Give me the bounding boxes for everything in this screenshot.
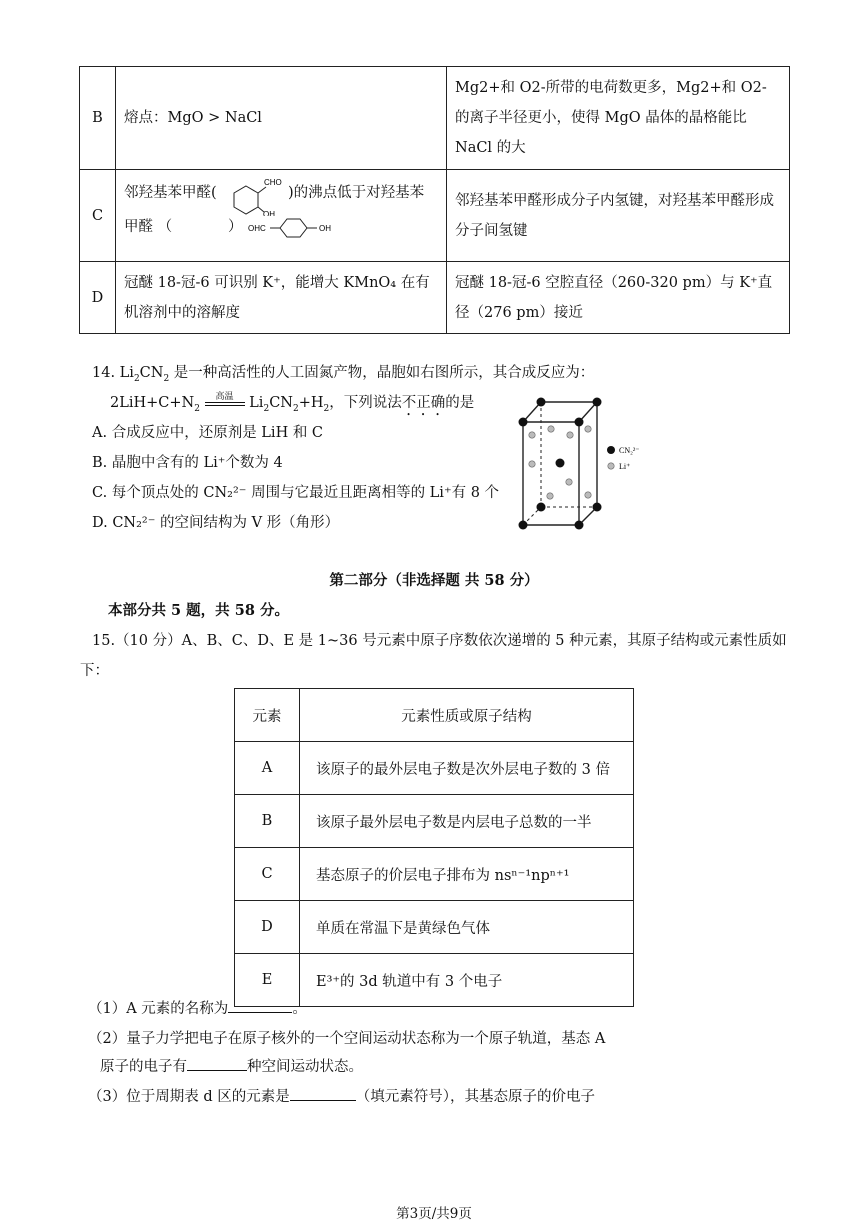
reaction-part: Li (249, 395, 264, 411)
cho-label: CHO (264, 177, 282, 187)
reason-cell (447, 67, 790, 170)
fact-text-a: 邻羟基苯甲醛( (124, 184, 217, 201)
legend-cn2: CN₂²⁻ (619, 446, 640, 455)
row-label: B (80, 67, 116, 170)
q14-stem-b: CN (139, 365, 164, 381)
table-row (80, 262, 790, 334)
legend-li: Li⁺ (619, 462, 631, 471)
column-header: 元素性质或原子结构 (300, 689, 634, 742)
q14-option-a: A. 合成反应中，还原剂是 LiH 和 C (92, 425, 324, 441)
reaction-part: 的是 (445, 395, 475, 411)
comparison-table (79, 66, 790, 334)
table-header-row (235, 689, 634, 742)
q14-reaction: $2LiH+C+N_2$ 高温 $Li_2CN_2+H_2$，下列说法不正确的是 (110, 392, 474, 420)
q15-sub2-end: 种空间运动状态。 (247, 1059, 363, 1075)
q15-sub2-line1: （2）量子力学把电子在原子核外的一个空间运动状态称为一个原子轨道，基态 A (88, 1031, 606, 1047)
legend-li-marker (608, 463, 614, 469)
oh-label: OH (319, 223, 331, 233)
table-row (235, 742, 634, 795)
q15-sub1 (88, 998, 307, 1020)
reason-text: Mg2+和 O2-所带的电荷数更多，Mg2+和 O2-的离子半径更小，使得 MgO 晶体的晶格能比 NaCl 的大 (455, 80, 767, 156)
q15-sub1-text: （1）A 元素的名称为 (88, 1001, 229, 1017)
q15-sub3 (88, 1086, 595, 1108)
element-cell: A (235, 742, 300, 795)
element-table (234, 688, 634, 1007)
row-label: D (80, 262, 116, 334)
reaction-part: CN (269, 395, 293, 411)
part2-subtitle: 本部分共 5 题，共 58 分。 (108, 602, 289, 619)
q14-stem-c: 是一种高活性的人工固氮产物，晶胞如右图所示，其合成反应为： (169, 365, 595, 381)
table-row (235, 901, 634, 954)
q14-option-b: B. 晶胞中含有的 Li⁺个数为 4 (92, 455, 283, 471)
fact-text-b: )的沸点低于对羟基苯 (288, 184, 425, 201)
property-cell: 该原子的最外层电子数是次外层电子数的 3 倍 (300, 742, 634, 795)
row-label: C (80, 170, 116, 262)
q15-sub1-end: 。 (292, 1001, 307, 1017)
crystal-cell-diagram (505, 392, 665, 540)
table-row (80, 170, 790, 262)
answer-blank[interactable] (187, 1056, 247, 1071)
table-row (235, 795, 634, 848)
reaction-part: 2LiH+C+N (110, 395, 195, 411)
legend-cn2-marker (607, 446, 615, 454)
element-cell: D (235, 901, 300, 954)
answer-blank[interactable] (290, 1086, 356, 1101)
answer-blank[interactable] (228, 998, 292, 1013)
fact-text-d: ） (228, 218, 243, 235)
reaction-arrow (205, 392, 245, 406)
q15-sub3-text: （3）位于周期表 d 区的元素是 (88, 1089, 290, 1105)
q14-stem-a: 14. Li (92, 365, 134, 381)
property-cell: 单质在常温下是黄绿色气体 (300, 901, 634, 954)
ohc-label: OHC (248, 223, 266, 233)
reason-cell: 邻羟基苯甲醛形成分子内氢键，对羟基苯甲醛形成分子间氢键 (447, 170, 790, 262)
element-cell: C (235, 848, 300, 901)
reaction-part: ，下列说法 (329, 395, 402, 411)
property-cell: E³⁺的 3d 轨道中有 3 个电子 (300, 954, 634, 1007)
q14-option-c: C. 每个顶点处的 CN₂²⁻ 周围与它最近且距离相等的 Li⁺有 8 个 (92, 485, 500, 501)
reaction-condition: 高温 (215, 392, 234, 402)
emphasis-not-correct: 不正确 (401, 395, 446, 411)
q14-option-d: D. CN₂²⁻ 的空间结构为 V 形（角形） (92, 515, 340, 531)
reaction-part: +H (298, 395, 324, 411)
reason-cell: 冠醚 18-冠-6 空腔直径（260-320 pm）与 K⁺直径（276 pm）接近 (447, 262, 790, 334)
property-cell: 该原子最外层电子数是内层电子总数的一半 (300, 795, 634, 848)
table-row (235, 848, 634, 901)
salicylaldehyde-structure (224, 176, 288, 216)
q14-stem: 14. $Li_2CN_2$ 是一种高活性的人工固氮产物，晶胞如右图所示，其合成反应为： (92, 365, 595, 384)
element-cell: E (235, 954, 300, 1007)
q15-stem-line2: 下： (80, 663, 109, 679)
fact-text-c: 甲醛 （ (124, 218, 173, 235)
page-footer: 第3页/共9页 (396, 1206, 472, 1222)
fact-cell: 冠醚 18-冠-6 可识别 K⁺，能增大 KMnO₄ 在有机溶剂中的溶解度 (116, 262, 447, 334)
fact-cell: 熔点：MgO > NaCl (116, 67, 447, 170)
q15-sub2-text: 原子的电子有 (100, 1059, 187, 1075)
p-hydroxybenzaldehyde-structure (248, 214, 358, 242)
element-cell: B (235, 795, 300, 848)
fact-cell (116, 170, 447, 262)
property-cell: 基态原子的价层电子排布为 nsⁿ⁻¹npⁿ⁺¹ (300, 848, 634, 901)
part2-title: 第二部分（非选择题 共 58 分） (329, 572, 539, 589)
table-row (80, 67, 790, 170)
q15-sub3-end: （填元素符号），其基态原子的价电子 (355, 1089, 595, 1105)
oh-label: OH (263, 209, 275, 216)
q15-sub2-line2 (100, 1056, 363, 1078)
column-header: 元素 (235, 689, 300, 742)
q15-stem-line1: 15.（10 分）A、B、C、D、E 是 1~36 号元素中原子序数依次递增的 5 种元素，其原子结构或元素性质如 (92, 633, 787, 649)
